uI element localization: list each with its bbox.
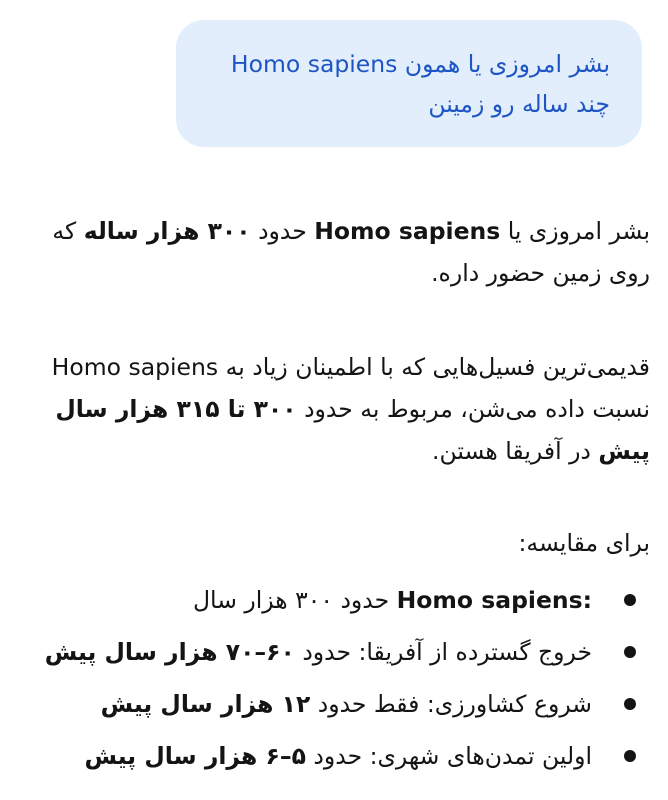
bullet-dot-icon: [624, 594, 636, 606]
reply-text: قدیمی‌ترین فسیل‌هایی که با اطمینان زیاد به Homo sapiens نسبت داده می‌شن، مربوط به حدود: [51, 353, 650, 423]
list-item-text: شروع کشاورزی: فقط حدود: [310, 690, 592, 718]
list-item-bold: ۶۰–۷۰ هزار سال پیش: [44, 638, 295, 666]
reply-paragraph-1: [10, 210, 650, 294]
reply-text: در آفریقا هستن.: [432, 437, 599, 465]
bullet-dot-icon: [624, 750, 636, 762]
user-message-line-2: چند ساله رو زمینن: [428, 90, 610, 118]
list-item: [10, 574, 650, 626]
reply-paragraph-3: برای مقایسه:: [518, 529, 650, 557]
list-item-bold: Homo sapiens:: [396, 586, 592, 614]
reply-bold-text: ۳۰۰ هزار ساله: [83, 217, 251, 245]
list-item-text: خروج گسترده از آفریقا: حدود: [294, 638, 592, 666]
user-message-line-1: بشر امروزی یا همون Homo sapiens: [230, 50, 610, 78]
list-item-text: اولین تمدن‌های شهری: حدود: [305, 742, 592, 770]
comparison-list: [10, 574, 650, 782]
reply-text: بشر امروزی یا: [500, 217, 650, 245]
list-item: [10, 730, 650, 782]
list-item: [10, 678, 650, 730]
list-item-bold: ۵–۶ هزار سال پیش: [84, 742, 306, 770]
reply-bold-text: Homo sapiens: [314, 217, 501, 245]
reply-paragraph-2: [10, 346, 650, 472]
list-item: [10, 626, 650, 678]
reply-text: که روی زمین حضور داره.: [52, 217, 650, 287]
bullet-dot-icon: [624, 698, 636, 710]
bullet-dot-icon: [624, 646, 636, 658]
assistant-reply: [10, 210, 650, 782]
list-item-bold: ۱۲ هزار سال پیش: [100, 690, 311, 718]
reply-bold-text: ۳۰۰ تا ۳۱۵ هزار سال پیش: [55, 395, 650, 465]
reply-text: حدود: [250, 217, 315, 245]
list-item-text: حدود ۳۰۰ هزار سال: [192, 586, 397, 614]
user-message-bubble: [176, 20, 642, 147]
